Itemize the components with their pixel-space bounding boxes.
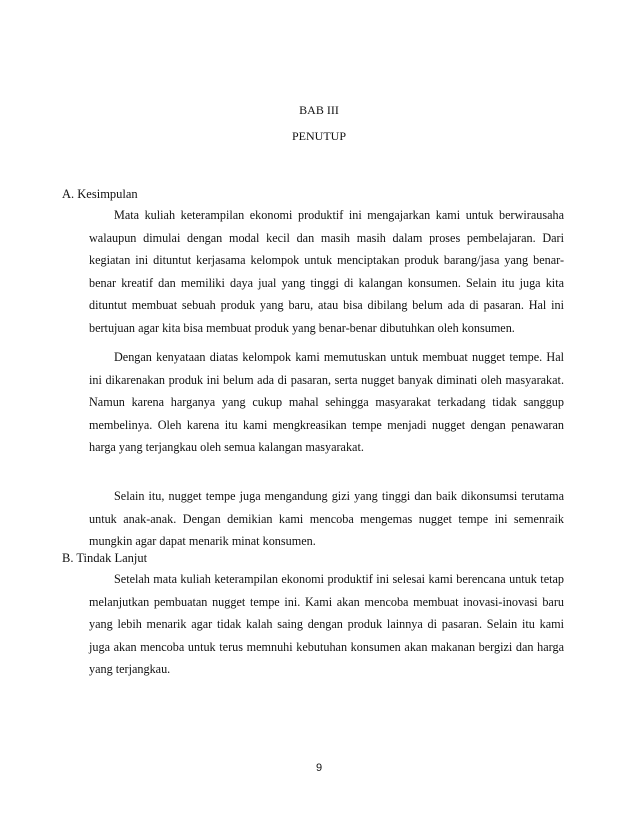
paragraph: Setelah mata kuliah keterampilan ekonomi produktif ini selesai kami berencana untuk tetap melanjutkan pembuatan nugget tempe ini. Kami akan mencoba membuat inovasi-inovasi baru yang lebih menarik agar tidak kalah saing dengan produk lainnya di pasaran. Selain itu kami juga akan mencoba untuk terus memnuhi kebutuhan konsumen akan makanan bergizi dan harga yang terjangkau. [89, 572, 564, 677]
chapter-title: PENUTUP [291, 129, 346, 143]
section-heading-tindak-lanjut: B. Tindak Lanjut [62, 551, 148, 565]
paragraph: Dengan kenyataan diatas kelompok kami memutuskan untuk membuat nugget tempe. Hal ini dikarenakan produk ini belum ada di pasaran, serta nugget banyak diminati oleh masyarakat. Namun karena harganya yang cukup mahal sehingga masyarakat terkadang tidak sanggup membelinya. Oleh karena itu kami mengkreasikan tempe menjadi nugget dengan penawaran harga yang terjangkau oleh semua kalangan masyarakat. [89, 350, 564, 455]
chapter-number: BAB III [299, 103, 339, 117]
paragraph: Selain itu, nugget tempe juga mengandung gizi yang tinggi dan baik dikonsumsi terutama untuk anak-anak. Dengan demikian kami mencoba mengemas nugget tempe ini semenraik mungkin agar dapat menarik minat konsumen. [89, 489, 564, 549]
paragraph: Mata kuliah keterampilan ekonomi produktif ini mengajarkan kami untuk berwirausaha walaupun dimulai dengan modal kecil dan masih masih dalam proses pembelajaran. Dari kegiatan ini dituntut kerjasama kelompok untuk menciptakan produk barang/jasa yang benar-benar kreatif dan memiliki daya jual yang tinggi di kalangan konsumen. Selain itu juga kita dituntut membuat sebuah produk yang baru, atau bisa dibilang belum ada di pasaran. Hal ini bertujuan agar kita bisa membuat produk yang benar-benar dibutuhkan oleh konsumen. [89, 208, 564, 335]
page-number: 9 [315, 762, 323, 774]
section-heading-kesimpulan: A. Kesimpulan [62, 187, 138, 201]
